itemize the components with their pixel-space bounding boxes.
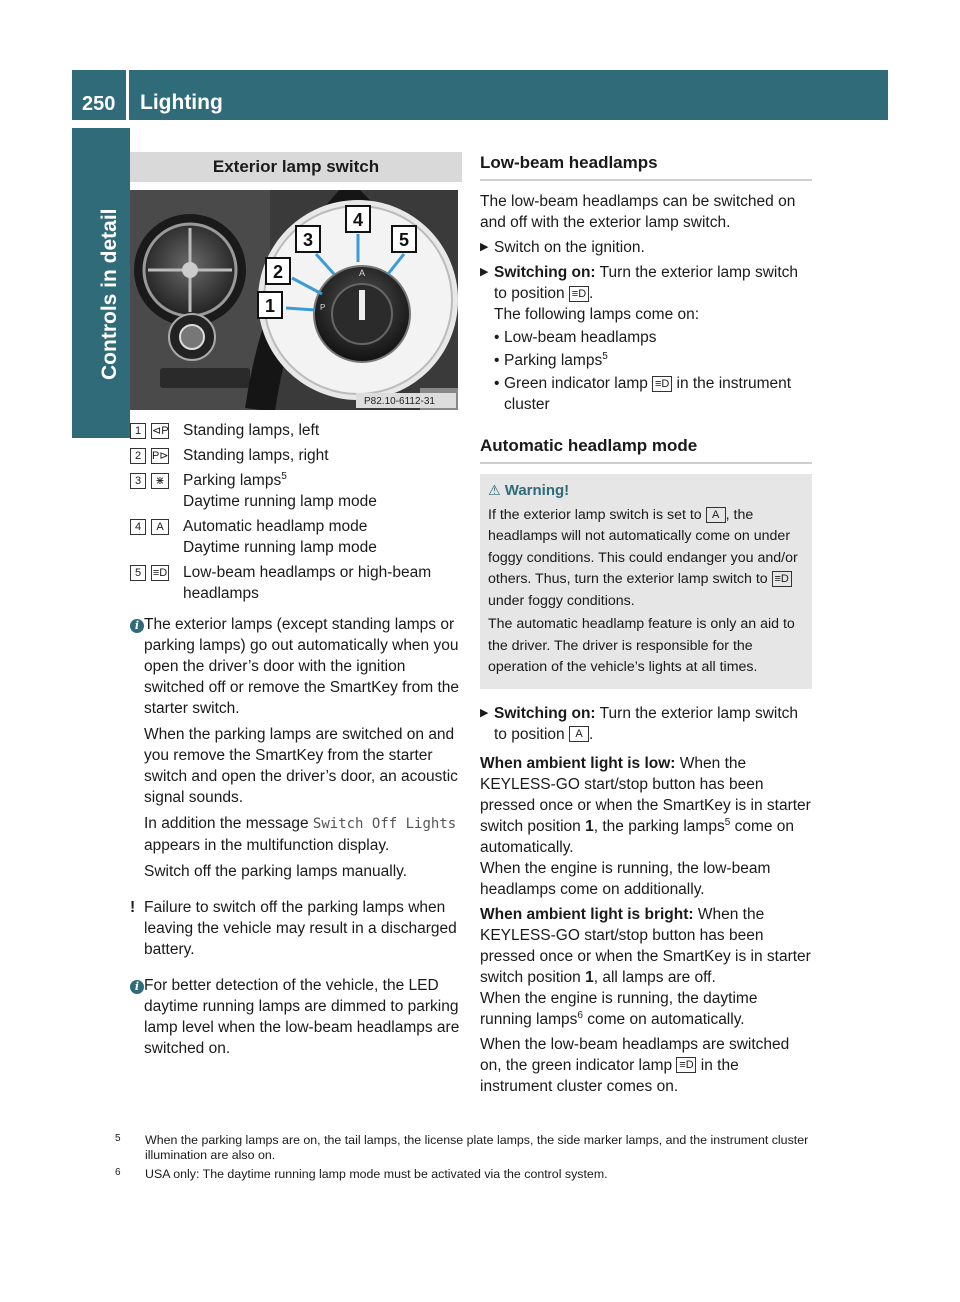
legend-number: 3 — [130, 473, 146, 489]
warning-text: under foggy conditions. — [488, 592, 635, 609]
warning-triangle-icon: ⚠ — [488, 483, 501, 499]
footnote-number: 6 — [115, 1167, 121, 1178]
condition-label: When ambient light is low: — [480, 754, 676, 772]
legend-number: 2 — [130, 448, 146, 464]
auto-headlamp-icon: A — [569, 726, 589, 742]
step-text: Turn the exterior lamp switch to position — [494, 264, 799, 302]
switch-position: 1 — [585, 817, 594, 835]
footnote-text: When the parking lamps are on, the tail lamps, the license plate lamps, the side marker lamps, and the instrument cluster illumination are also on. — [145, 1133, 809, 1162]
list-item: • Low-beam headlamps — [494, 329, 657, 346]
legend-number: 1 — [130, 423, 146, 439]
info-icon: i — [130, 619, 144, 633]
footnote-ref: 5 — [724, 816, 731, 828]
standing-lamp-left-icon: ⊲P — [152, 425, 169, 437]
lamp-switch-figure — [130, 190, 458, 410]
step-arrow-icon: ▶ — [480, 706, 489, 719]
list-text: Parking lamps — [504, 352, 603, 369]
caution-text: Failure to switch off the parking lamps when leaving the vehicle may result in a discharged battery. — [144, 899, 457, 958]
footnote-ref: 5 — [281, 470, 287, 482]
footnote — [115, 1133, 815, 1163]
warning-panel — [480, 474, 812, 689]
info-paragraph: Switch off the parking lamps manually. — [144, 863, 408, 880]
paragraph-text: in the instrument cluster comes on. — [480, 1056, 739, 1095]
list-text: Low-beam headlamps — [504, 329, 657, 346]
paragraph-text: When the low-beam headlamps are switched on, the green indicator lamp — [480, 1035, 790, 1074]
paragraph-text: When the KEYLESS-GO start/stop button has been pressed once or when the SmartKey is in starter switch position — [480, 754, 811, 835]
side-tab — [72, 128, 130, 438]
auto-headlamp-icon: A — [706, 507, 726, 523]
legend-text: Standing lamps, left — [183, 422, 320, 439]
parking-lamp-icon: ⋇ — [151, 473, 169, 489]
step: ▶ Switching on: Turn the exterior lamp switch to position A . — [480, 704, 799, 743]
footnote — [115, 1167, 815, 1182]
paragraph-text: come on automatically. — [480, 817, 795, 856]
paragraph-text: When the engine is running, the daytime running lamps — [480, 989, 758, 1028]
callout-4: 4 — [353, 210, 364, 230]
section-title-low-beam: Low-beam headlamps — [480, 152, 812, 181]
lamp-switch-illustration — [130, 190, 458, 410]
left-column — [130, 152, 462, 1064]
legend-text: headlamps — [183, 585, 259, 602]
paragraph-text: come on automatically. — [587, 1010, 745, 1028]
display-message: Switch Off Lights — [312, 816, 457, 832]
legend-item — [130, 420, 462, 441]
list-text: Green indicator lamp — [504, 375, 648, 392]
step-label: Switching on: — [494, 264, 596, 281]
low-beam-indicator-icon: ≡D — [652, 376, 672, 392]
paragraph-text: , all lamps are off. — [593, 968, 716, 986]
footnote-ref: 6 — [577, 1009, 583, 1021]
step-arrow-icon: ▶ — [480, 266, 489, 278]
legend-text: Low-beam headlamps or high-beam — [183, 564, 432, 581]
legend-number: 4 — [130, 519, 146, 535]
callout-2: 2 — [273, 262, 284, 282]
legend-item — [130, 445, 462, 466]
low-beam-icon: ≡D — [152, 567, 168, 579]
paragraph: The low-beam headlamps can be switched on and off with the exterior lamp switch. — [480, 193, 796, 231]
info-text: appears in the multifunction display. — [144, 837, 390, 854]
list-item: • Green indicator lamp ≡D in the instrument cluster — [494, 375, 792, 413]
warning-text: The automatic headlamp feature is only an aid to the driver. The driver is responsible for the operation of the vehicle’s lights at all times. — [488, 616, 795, 675]
chapter-title: Lighting — [140, 91, 223, 114]
step-text: The following lamps come on: — [494, 306, 700, 323]
info-icon: i — [130, 980, 144, 994]
auto-headlamp-icon: A — [151, 519, 169, 535]
info-text: In addition the message — [144, 815, 309, 832]
switch-position: 1 — [585, 968, 594, 986]
callout-3: 3 — [303, 230, 314, 250]
legend-text: Standing lamps, right — [183, 447, 329, 464]
warning-text: , the headlamps will not automatically come on under foggy conditions. This could endanger you and/or others. Thus, turn the exterior lamp switch to — [488, 506, 798, 587]
info-note — [130, 975, 462, 1064]
footnote-number: 5 — [115, 1133, 121, 1144]
low-beam-indicator-icon: ≡D — [676, 1057, 696, 1073]
switch-letter-parking: P — [320, 303, 326, 312]
legend-text: Automatic headlamp mode — [183, 518, 368, 535]
side-tab-label: Controls in detail — [98, 208, 121, 380]
warning-text: If the exterior lamp switch is set to — [488, 506, 702, 523]
paragraph-text: , the parking lamps — [593, 817, 725, 835]
step-arrow-icon: ▶ — [480, 241, 489, 253]
step — [480, 237, 812, 258]
page-number: 250 — [82, 93, 116, 115]
info-note — [130, 614, 462, 887]
info-paragraph: When the parking lamps are switched on and you remove the SmartKey from the starter switch and open the driver’s door, an acoustic signal sounds. — [144, 726, 458, 806]
right-column — [480, 152, 812, 1101]
standing-lamp-right-icon: P⊳ — [152, 450, 169, 462]
switch-letter-auto: A — [359, 268, 366, 278]
low-beam-icon: ≡D — [772, 571, 792, 587]
exclamation-icon: ! — [130, 899, 136, 916]
section-title-exterior-lamp-switch: Exterior lamp switch — [130, 152, 462, 182]
warning-title: Warning! — [504, 482, 570, 499]
legend-text: Daytime running lamp mode — [183, 539, 377, 556]
step-text: Turn the exterior lamp switch to position — [494, 704, 799, 743]
figure-legend — [130, 420, 462, 604]
legend-text: Daytime running lamp mode — [183, 493, 377, 510]
info-paragraph: The exterior lamps (except standing lamps or parking lamps) go out automatically when you open the driver’s door with the ignition switched off or remove the SmartKey from the starter switch. — [144, 616, 460, 717]
footnote-ref: 5 — [602, 350, 608, 362]
callout-1: 1 — [265, 296, 276, 316]
figure-code: P82.10-6112-31 — [364, 396, 435, 407]
legend-number: 5 — [130, 565, 146, 581]
step-text: Switch on the ignition. — [494, 239, 645, 256]
condition-label: When ambient light is bright: — [480, 905, 694, 923]
paragraph-text: When the engine is running, the low-beam headlamps come on additionally. — [480, 859, 771, 898]
legend-item — [130, 562, 462, 604]
step-label: Switching on: — [494, 704, 596, 722]
legend-item — [130, 516, 462, 558]
legend-text: Parking lamps — [183, 472, 282, 489]
page-header — [72, 70, 888, 120]
callout-5: 5 — [399, 230, 410, 250]
section-title-auto-headlamp: Automatic headlamp mode — [480, 435, 812, 464]
info-text: For better detection of the vehicle, the LED daytime running lamps are dimmed to parking lamp level when the low-beam headlamps are switched on. — [144, 977, 460, 1057]
list-text: in the instrument cluster — [504, 375, 792, 413]
paragraph-text: When the KEYLESS-GO start/stop button has been pressed once or when the SmartKey is in starter switch position — [480, 905, 811, 986]
list-item: • Parking lamps$^5$ — [494, 350, 608, 369]
footnote-text: USA only: The daytime running lamp mode must be activated via the control system. — [145, 1167, 608, 1181]
caution-note — [130, 897, 462, 965]
legend-item — [130, 470, 462, 512]
header-separator — [126, 70, 129, 120]
step: ▶ Switching on: Turn the exterior lamp switch to position ≡D . The following lamps come on: • Low-beam headlamps • Parking lamps$^5$ • Green indicator lamp ≡D in the instrument cluster — [480, 262, 812, 417]
low-beam-icon: ≡D — [569, 286, 589, 302]
